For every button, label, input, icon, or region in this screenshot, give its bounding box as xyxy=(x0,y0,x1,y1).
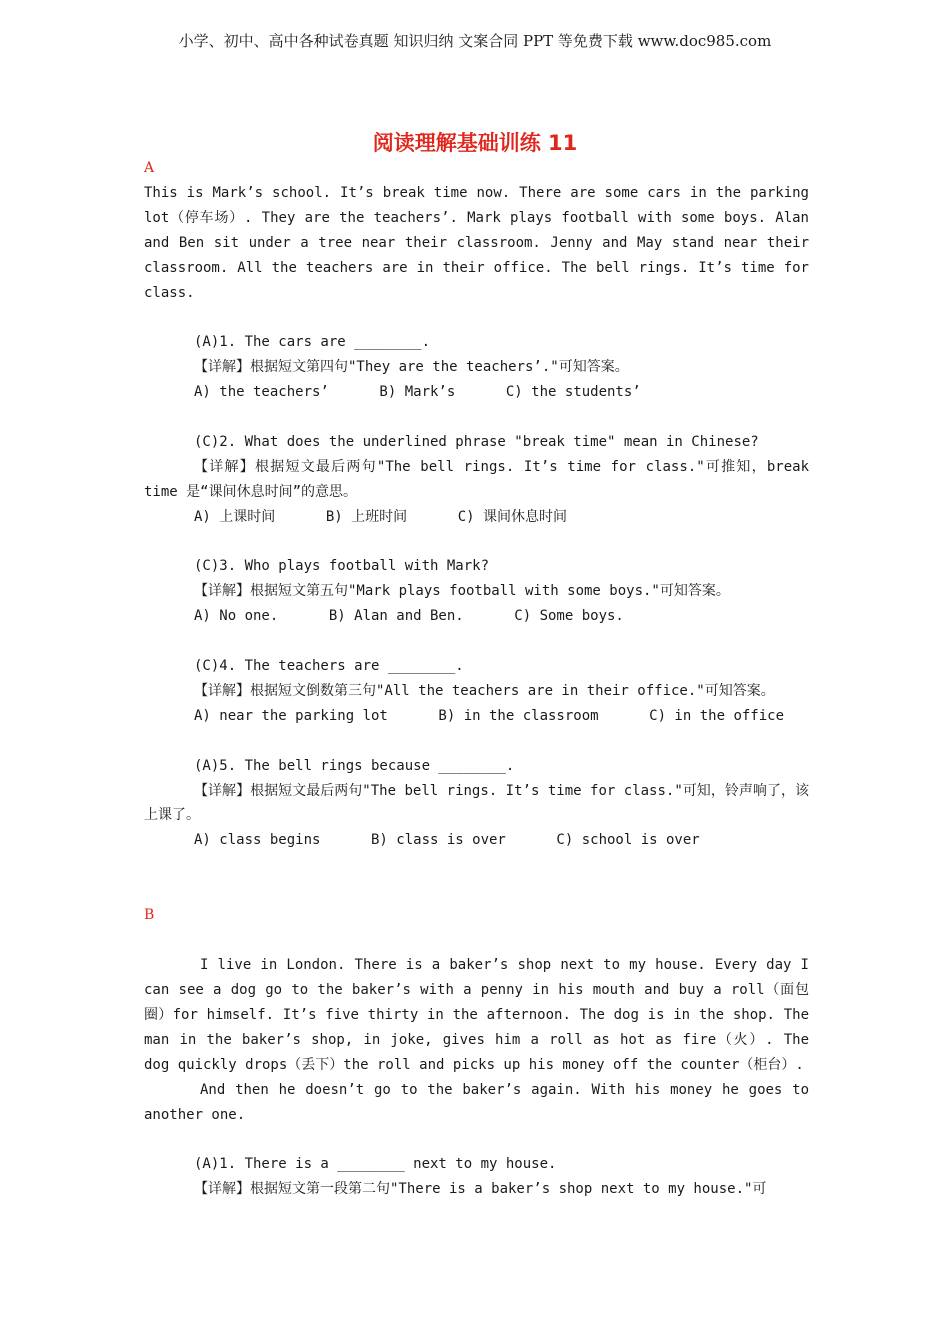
options: A) No one. B) Alan and Ben. C) Some boys. xyxy=(194,608,624,625)
page-header: 小学、初中、高中各种试卷真题 知识归纳 文案合同 PPT 等免费下载 www.doc985.com xyxy=(178,32,772,50)
options: A) the teachers’ B) Mark’s C) the students’ xyxy=(194,384,641,401)
options: A) near the parking lot B) in the classroom C) in the office xyxy=(194,707,785,724)
section-a-passage: This is Mark’s school. It’s break time now. There are some cars in the parking lot（停车场）. They are the teachers’. Mark plays football with some boys. Alan and Ben sit under a tree near their classroom. Jenny and May stand near their classroom. All the teachers are in their office. The bell rings. It’s time for class. xyxy=(144,184,809,301)
options: A) 上课时间 B) 上班时间 C) 课间休息时间 xyxy=(194,508,568,525)
page-title: 阅读理解基础训练 11 xyxy=(372,131,578,155)
document-body xyxy=(144,156,809,1202)
question-a5 xyxy=(144,754,809,854)
question-a3 xyxy=(144,554,809,629)
section-b-label: B xyxy=(144,907,155,924)
question-text: (C)2. What does the underlined phrase "break time" mean in Chinese? xyxy=(194,433,759,450)
explanation: 【详解】根据短文第五句"Mark plays football with some boys."可知答案。 xyxy=(194,583,730,600)
question-a1 xyxy=(144,330,809,405)
question-text: (A)1. The cars are ________. xyxy=(194,334,431,351)
section-b-paragraph-2: And then he doesn’t go to the baker’s again. With his money he goes to another one. xyxy=(144,1081,809,1123)
explanation: 【详解】根据短文最后两句"The bell rings. It’s time for class."可推知，break time 是“课间休息时间”的意思。 xyxy=(144,458,809,500)
question-text: (C)3. Who plays football with Mark? xyxy=(194,558,490,575)
section-a-label: A xyxy=(144,160,155,176)
question-text: (C)4. The teachers are ________. xyxy=(194,658,464,675)
question-a4 xyxy=(144,654,809,729)
explanation: 【详解】根据短文第一段第二句"There is a baker’s shop next to my house."可 xyxy=(194,1181,767,1198)
question-text: (A)5. The bell rings because ________. xyxy=(194,757,515,774)
section-b-paragraph-1: I live in London. There is a baker’s shop next to my house. Every day I can see a dog go to the baker’s with a penny in his mouth and buy a roll（面包圈）for himself. It’s five thirty in the afternoon. The dog is in the shop. The man in the baker’s shop, in joke, gives him a roll as hot as fire（火）. The dog quickly drops（丢下）the roll and picks up his money off the counter（柜台）. xyxy=(144,957,809,1073)
explanation: 【详解】根据短文倒数第三句"All the teachers are in their office."可知答案。 xyxy=(194,682,775,699)
explanation: 【详解】根据短文最后两句"The bell rings. It’s time for class."可知，铃声响了，该上课了。 xyxy=(144,782,809,824)
question-a2 xyxy=(144,430,809,530)
options: A) class begins B) class is over C) school is over xyxy=(194,832,700,849)
explanation: 【详解】根据短文第四句"They are the teachers’."可知答案。 xyxy=(194,359,629,376)
question-text: (A)1. There is a ________ next to my house. xyxy=(194,1156,557,1173)
question-b1 xyxy=(144,1152,809,1202)
